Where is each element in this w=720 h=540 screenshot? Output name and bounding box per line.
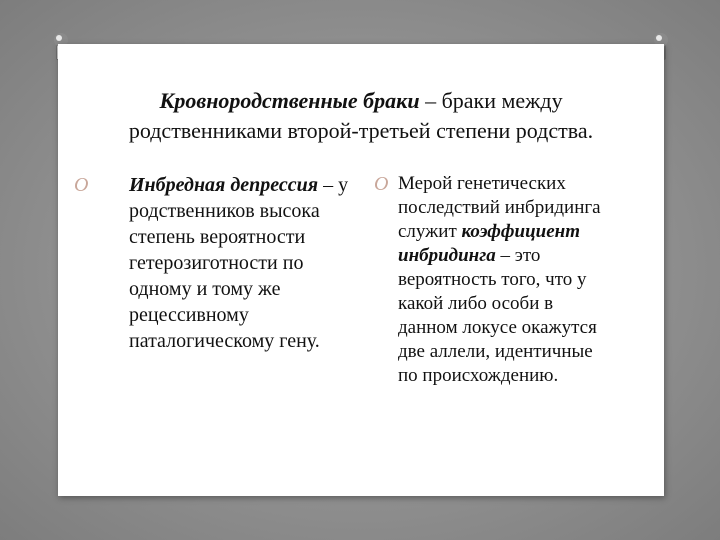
- right-term: коэффициент инбридинга: [398, 221, 580, 266]
- bullet-icon: O: [374, 173, 389, 195]
- slide-title: [58, 86, 664, 146]
- slide: [58, 44, 664, 496]
- left-rest: – у родственников высока степень вероятности гетерозиготности по одному и тому же рецессивному паталогическому гену.: [129, 174, 349, 352]
- title-term: Кровнородственные браки: [159, 88, 420, 113]
- title-line2: родственниками второй-третьей степени родства.: [128, 118, 594, 143]
- right-lead: Мерой генетических последствий инбридинга служит: [398, 173, 601, 242]
- title-line1-rest: – браки между: [419, 88, 563, 113]
- left-term: Инбредная депрессия: [129, 174, 319, 196]
- left-bullet-text: [129, 172, 354, 354]
- right-bullet-block: [374, 172, 614, 388]
- left-bullet-block: [74, 172, 354, 354]
- right-rest: – это вероятность того, что у какой либо особи в данном локусе окажутся две аллели, идентичные по происхождению.: [398, 245, 597, 386]
- right-bullet-text: [398, 172, 614, 388]
- bullet-icon: O: [74, 174, 89, 196]
